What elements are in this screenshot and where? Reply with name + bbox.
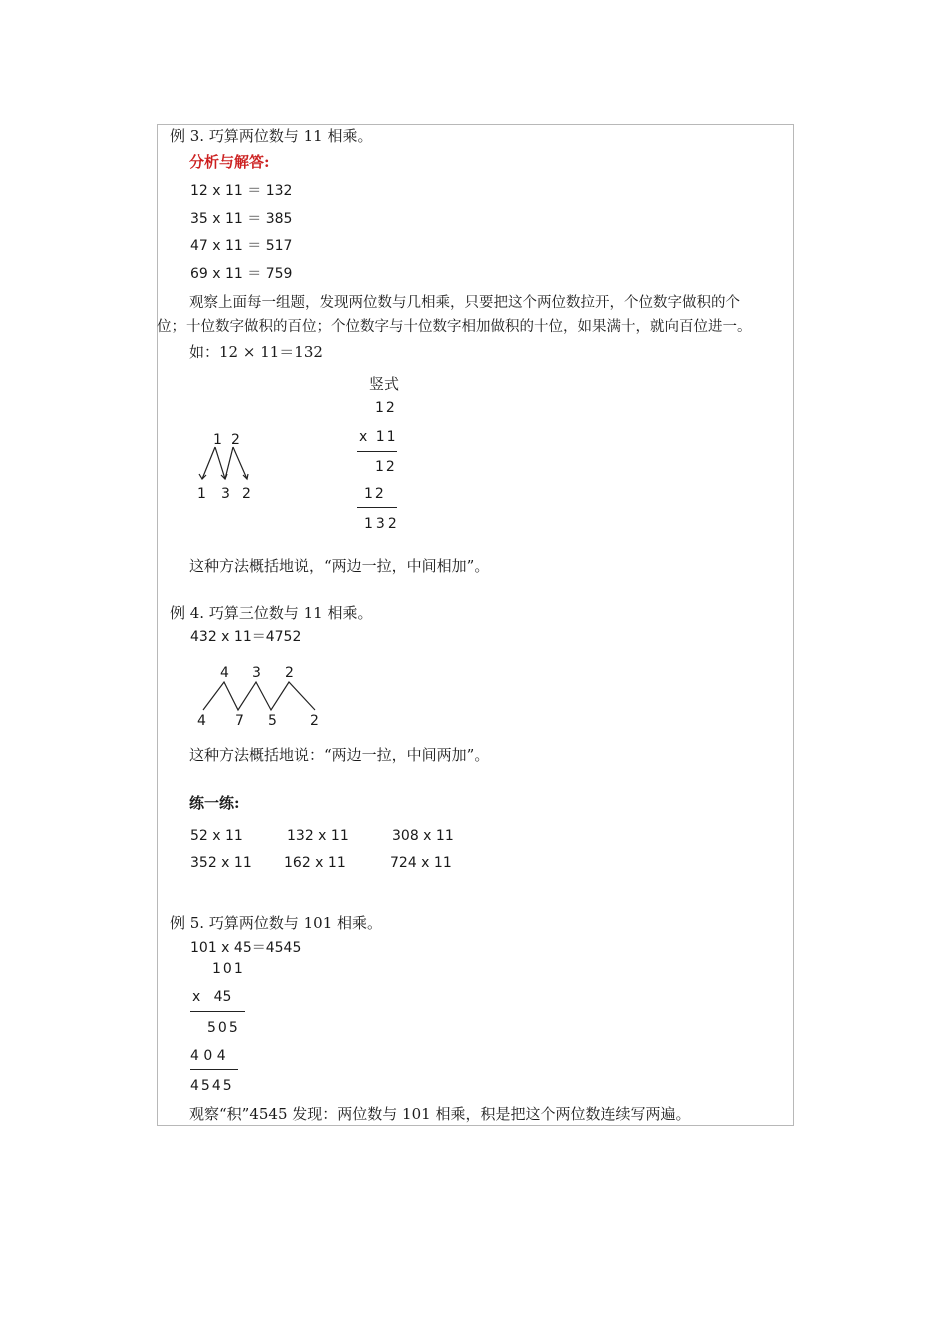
diagram4-bottom-digit-3: 5 — [268, 713, 277, 729]
diagram4-top-digit-2: 3 — [252, 665, 261, 681]
equation-1: 12 x 11 ＝ 132 — [190, 183, 293, 199]
example-5-equation: 101 x 45＝4545 — [190, 940, 302, 956]
example-line: 如：12 × 11＝132 — [189, 343, 323, 361]
practice-item-6: 724 x 11 — [390, 855, 452, 871]
ex5-rule-2 — [190, 1069, 238, 1070]
vertical-rule-1 — [357, 451, 397, 452]
diagram4-top-digit-3: 2 — [285, 665, 294, 681]
example-5-title: 例 5. 巧算两位数与 101 相乘。 — [170, 914, 383, 932]
vertical-multiplicand: 12 — [375, 400, 397, 416]
example-4-title: 例 4. 巧算三位数与 11 相乘。 — [170, 604, 373, 622]
diagram4-bottom-digit-2: 7 — [235, 713, 244, 729]
diagram-top-digit-2: 2 — [231, 432, 240, 448]
vertical-partial-2: 12 — [364, 486, 386, 502]
observation-line-1: 观察上面每一组题，发现两位数与几相乘，只要把这个两位数拉开，个位数字做积的个 — [189, 295, 740, 311]
practice-item-1: 52 x 11 — [190, 828, 243, 844]
practice-item-2: 132 x 11 — [287, 828, 349, 844]
method-summary-2: 这种方法概括地说：“两边一拉，中间两加”。 — [189, 746, 490, 764]
diagram-bottom-digit-3: 2 — [242, 486, 251, 502]
diagram-bottom-digit-1: 1 — [197, 486, 206, 502]
diagram4-bottom-digit-4: 2 — [310, 713, 319, 729]
ex5-vertical-multiplier: x 45 — [192, 989, 232, 1005]
equation-2: 35 x 11 ＝ 385 — [190, 211, 293, 227]
practice-heading: 练一练: — [189, 794, 240, 812]
analysis-heading: 分析与解答: — [189, 153, 270, 171]
diagram-bottom-digit-2: 3 — [221, 486, 230, 502]
split-arrows-diagram — [195, 445, 255, 485]
ex5-partial-1: 505 — [207, 1020, 240, 1036]
practice-item-5: 162 x 11 — [284, 855, 346, 871]
ex5-vertical-multiplicand: 101 — [212, 961, 245, 977]
ex5-product: 4545 — [190, 1078, 234, 1094]
ex5-observation: 观察“积”4545 发现：两位数与 101 相乘，积是把这个两位数连续写两遍。 — [189, 1105, 691, 1123]
diagram-top-digit-1: 1 — [213, 432, 222, 448]
vertical-partial-1: 12 — [375, 459, 397, 475]
example-3-title: 例 3. 巧算两位数与 11 相乘。 — [170, 127, 373, 145]
vertical-multiplier: x 11 — [359, 429, 398, 445]
practice-item-4: 352 x 11 — [190, 855, 252, 871]
vertical-product: 132 — [364, 516, 400, 532]
practice-item-3: 308 x 11 — [392, 828, 454, 844]
zigzag-diagram — [195, 680, 325, 712]
diagram4-top-digit-1: 4 — [220, 665, 229, 681]
ex5-rule-1 — [190, 1011, 245, 1012]
equation-3: 47 x 11 ＝ 517 — [190, 238, 293, 254]
method-summary-1: 这种方法概括地说，“两边一拉，中间相加”。 — [189, 557, 490, 575]
vertical-rule-2 — [357, 507, 397, 508]
vertical-form-label: 竖式 — [369, 375, 400, 393]
ex5-partial-2: 4 0 4 — [190, 1048, 226, 1064]
observation-line-2: 位；十位数字做积的百位；个位数字与十位数字相加做积的十位，如果满十，就向百位进一。 — [157, 319, 752, 335]
equation-4: 69 x 11 ＝ 759 — [190, 266, 293, 282]
example-4-equation: 432 x 11＝4752 — [190, 629, 302, 645]
diagram4-bottom-digit-1: 4 — [197, 713, 206, 729]
